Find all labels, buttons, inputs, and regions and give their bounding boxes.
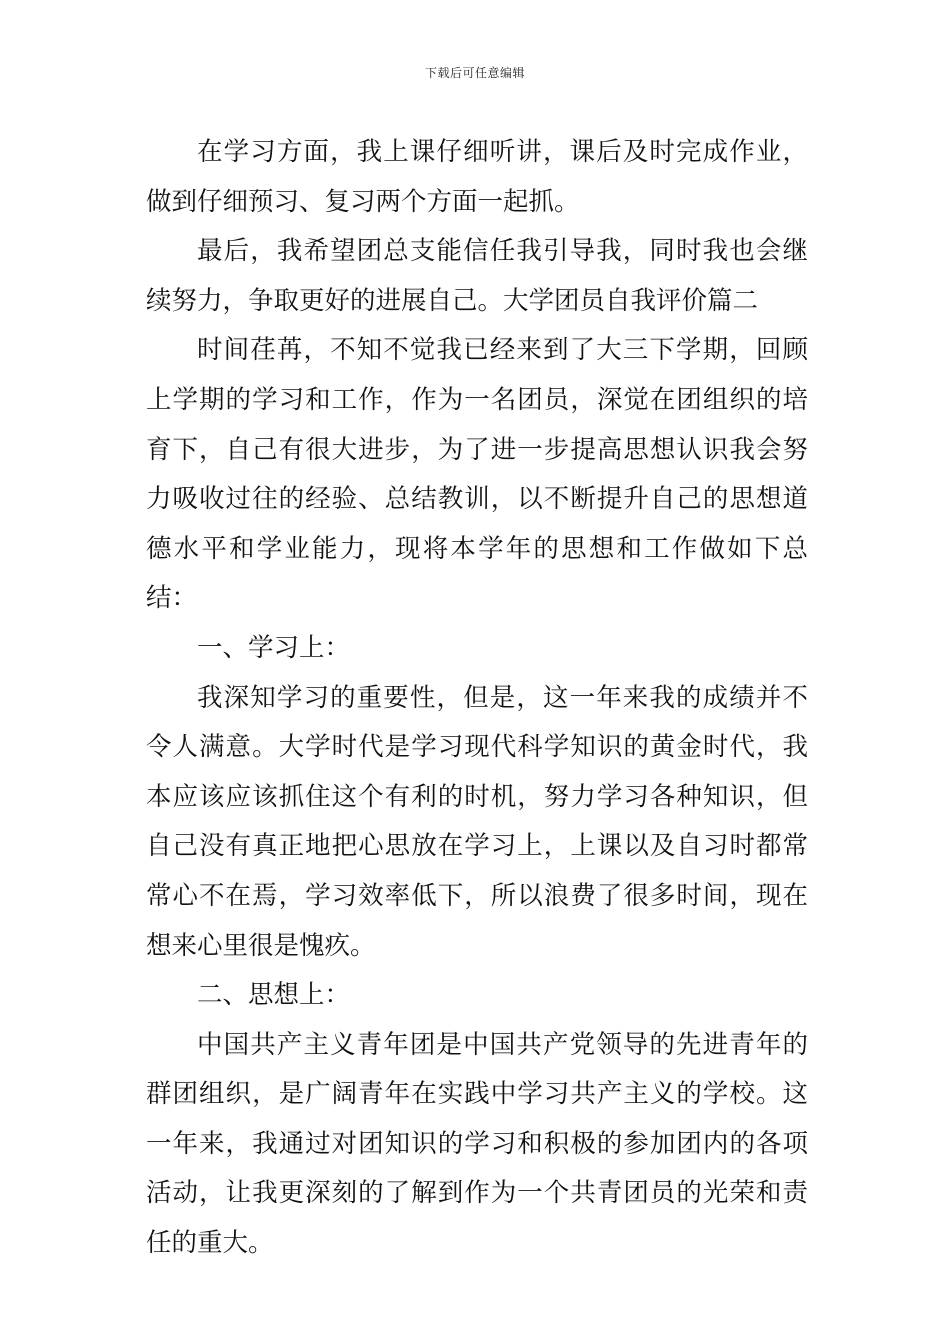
paragraph-league-thought: 中国共产主义青年团是中国共产党领导的先进青年的群团组织，是广阔青年在实践中学习共产主义的学校。这一年来，我通过对团知识的学习和积极的参加团内的各项活动，让我更深刻的了解到作为一个共青团员的光荣和责任的重大。	[146, 1029, 808, 1259]
section-heading-study: 一、学习上：	[197, 632, 351, 663]
paragraph-closing-hope: 最后，我希望团总支能信任我引导我，同时我也会继续努力，争取更好的进展自己。大学团员自我评价篇二	[146, 236, 808, 316]
section-heading-thought: 二、思想上：	[197, 980, 351, 1011]
page-header: 下载后可任意编辑	[424, 66, 525, 80]
document-body	[146, 128, 808, 1269]
paragraph-study-reflection: 我深知学习的重要性，但是，这一年来我的成绩并不令人满意。大学时代是学习现代科学知识的黄金时代，我本应该应该抓住这个有利的时机，努力学习各种知识，但自己没有真正地把心思放在学习上，上课以及自习时都常常心不在焉，学习效率低下，所以浪费了很多时间，现在想来心里很是愧疚。	[146, 682, 808, 961]
paragraph-study-habits: 在学习方面，我上课仔细听讲，课后及时完成作业，做到仔细预习、复习两个方面一起抓。	[146, 137, 808, 217]
paragraph-intro-summary: 时间荏苒，不知不觉我已经来到了大三下学期，回顾上学期的学习和工作，作为一名团员，深觉在团组织的培育下，自己有很大进步，为了进一步提高思想认识我会努力吸收过往的经验、总结教训，以不断提升自己的思想道德水平和学业能力，现将本学年的思想和工作做如下总结：	[146, 335, 808, 614]
